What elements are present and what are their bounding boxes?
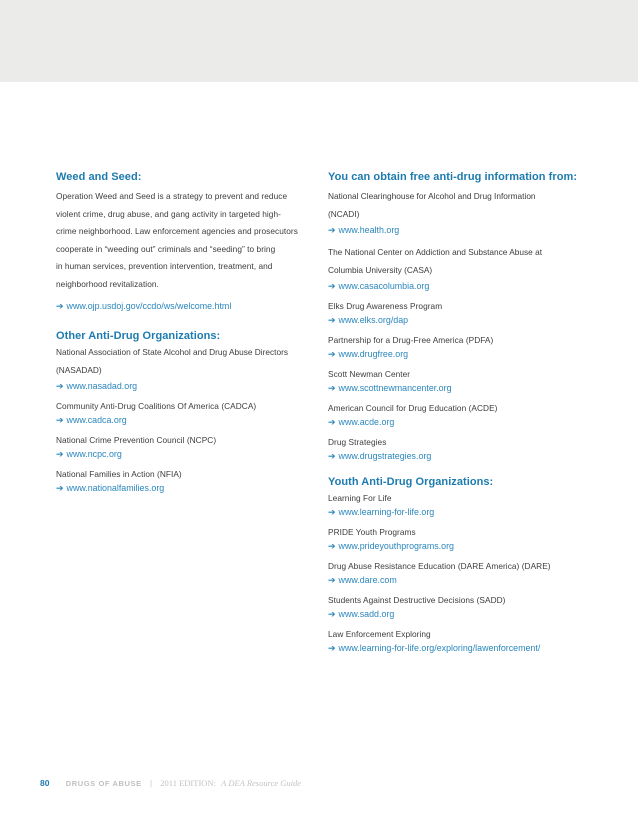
org-entry [328,593,590,621]
free-info-list [328,187,590,463]
link-text: www.sadd.org [338,609,395,619]
org-name: American Council for Drug Education (ACDE) [328,403,498,413]
guide-label: A DEA Resource Guide [221,778,302,788]
org-name: Drug Abuse Resistance Education (DARE America) (DARE) [328,561,551,571]
arrow-right-icon: ➔ [328,451,336,461]
arrow-right-icon: ➔ [56,300,64,311]
org-name: Students Against Destructive Decisions (SADD) [328,595,506,605]
org-entry [328,401,590,429]
org-link[interactable] [328,449,590,463]
org-link[interactable] [56,447,314,461]
link-text: www.learning-for-life.org/exploring/lawenforcement/ [338,643,541,653]
arrow-right-icon: ➔ [328,643,336,653]
org-entry [328,299,590,327]
org-link[interactable] [56,413,314,427]
description-line: violent crime, drug abuse, and gang activity in targeted high- [56,208,281,219]
org-link[interactable] [328,607,590,621]
org-link[interactable] [328,505,590,519]
arrow-right-icon: ➔ [56,482,64,493]
edition-label: 2011 EDITION: [160,778,216,788]
org-name: Law Enforcement Exploring [328,629,431,639]
org-name: The National Center on Addiction and Substance Abuse at [328,247,543,257]
org-entry [328,367,590,395]
org-name: Learning For Life [328,493,392,503]
org-entry [56,433,314,461]
description-line: crime neighborhood. Law enforcement agencies and prosecutors [56,226,298,237]
arrow-right-icon: ➔ [328,315,336,325]
org-name: (NASADAD) [56,364,102,375]
org-name: Partnership for a Drug-Free America (PDFA) [328,335,494,345]
arrow-right-icon: ➔ [328,609,336,619]
link-text: www.prideyouthprograms.org [338,541,454,551]
header-band [0,0,638,82]
footer-separator: | [149,779,153,788]
description-line: cooperate in “weeding out” criminals and “seeding” to bring [56,243,276,254]
page-footer [40,778,301,792]
link-text: www.nationalfamilies.org [66,482,165,493]
description-line: neighborhood revitalization. [56,278,159,289]
link-text: www.learning-for-life.org [338,507,435,517]
link-text: www.drugstrategies.org [338,451,432,461]
arrow-right-icon: ➔ [56,414,64,425]
link-text: www.casacolumbia.org [338,281,430,291]
org-entry [328,187,590,237]
org-link[interactable] [56,481,314,495]
page-number: 80 [40,778,50,788]
weed-seed-heading: Weed and Seed: [56,171,142,183]
youth-orgs-list [328,491,590,655]
weed-seed-link[interactable] [56,299,314,313]
org-entry [328,435,590,463]
left-column [56,170,314,495]
org-link[interactable] [328,313,590,327]
org-entry [328,525,590,553]
org-name: Community Anti-Drug Coalitions Of America (CADCA) [56,400,257,411]
org-name: (NCADI) [328,209,360,219]
description-line: in human services, prevention intervention, treatment, and [56,261,273,272]
org-link[interactable] [328,347,590,361]
org-entry [328,559,590,587]
org-entry [56,343,314,393]
right-column [328,170,590,655]
org-entry [56,399,314,427]
org-entry [328,243,590,293]
youth-orgs-heading: Youth Anti-Drug Organizations: [328,476,494,488]
org-name: Drug Strategies [328,437,387,447]
link-text: www.drugfree.org [338,349,409,359]
org-link[interactable] [328,381,590,395]
link-text: www.scottnewmancenter.org [338,383,452,393]
org-entry [328,627,590,655]
org-link[interactable] [328,415,590,429]
org-link[interactable] [328,223,590,237]
org-name: National Association of State Alcohol and Drug Abuse Directors [56,346,288,357]
link-text: www.dare.com [338,575,397,585]
link-text: www.ncpc.org [66,448,122,459]
arrow-right-icon: ➔ [328,541,336,551]
weed-seed-description [56,188,314,294]
org-link[interactable] [56,379,314,393]
org-entry [328,333,590,361]
org-name: Columbia University (CASA) [328,265,433,275]
link-text: www.cadca.org [66,414,127,425]
org-link[interactable] [328,573,590,587]
org-name: Elks Drug Awareness Program [328,301,443,311]
org-name: Scott Newman Center [328,369,411,379]
arrow-right-icon: ➔ [328,225,336,235]
arrow-right-icon: ➔ [56,448,64,459]
org-link[interactable] [328,641,590,655]
link-text: www.acde.org [338,417,395,427]
arrow-right-icon: ➔ [328,383,336,393]
org-name: National Crime Prevention Council (NCPC) [56,434,217,445]
org-name: National Families in Action (NFIA) [56,468,182,479]
other-orgs-list [56,343,314,495]
description-line: Operation Weed and Seed is a strategy to prevent and reduce [56,191,288,201]
link-text: www.ojp.usdoj.gov/ccdo/ws/welcome.html [66,300,232,311]
link-text: www.health.org [338,225,400,235]
link-text: www.nasadad.org [66,380,138,391]
org-name: PRIDE Youth Programs [328,527,416,537]
publication-title: DRUGS OF ABUSE [65,779,142,788]
org-link[interactable] [328,539,590,553]
arrow-right-icon: ➔ [328,281,336,291]
org-link[interactable] [328,279,590,293]
arrow-right-icon: ➔ [328,507,336,517]
arrow-right-icon: ➔ [328,349,336,359]
arrow-right-icon: ➔ [328,575,336,585]
arrow-right-icon: ➔ [56,380,64,391]
org-entry [328,491,590,519]
other-orgs-heading: Other Anti-Drug Organizations: [56,329,221,342]
org-name: National Clearinghouse for Alcohol and Drug Information [328,191,536,201]
org-entry [56,467,314,495]
free-info-heading: You can obtain free anti-drug information from: [328,171,578,183]
arrow-right-icon: ➔ [328,417,336,427]
link-text: www.elks.org/dap [338,315,409,325]
